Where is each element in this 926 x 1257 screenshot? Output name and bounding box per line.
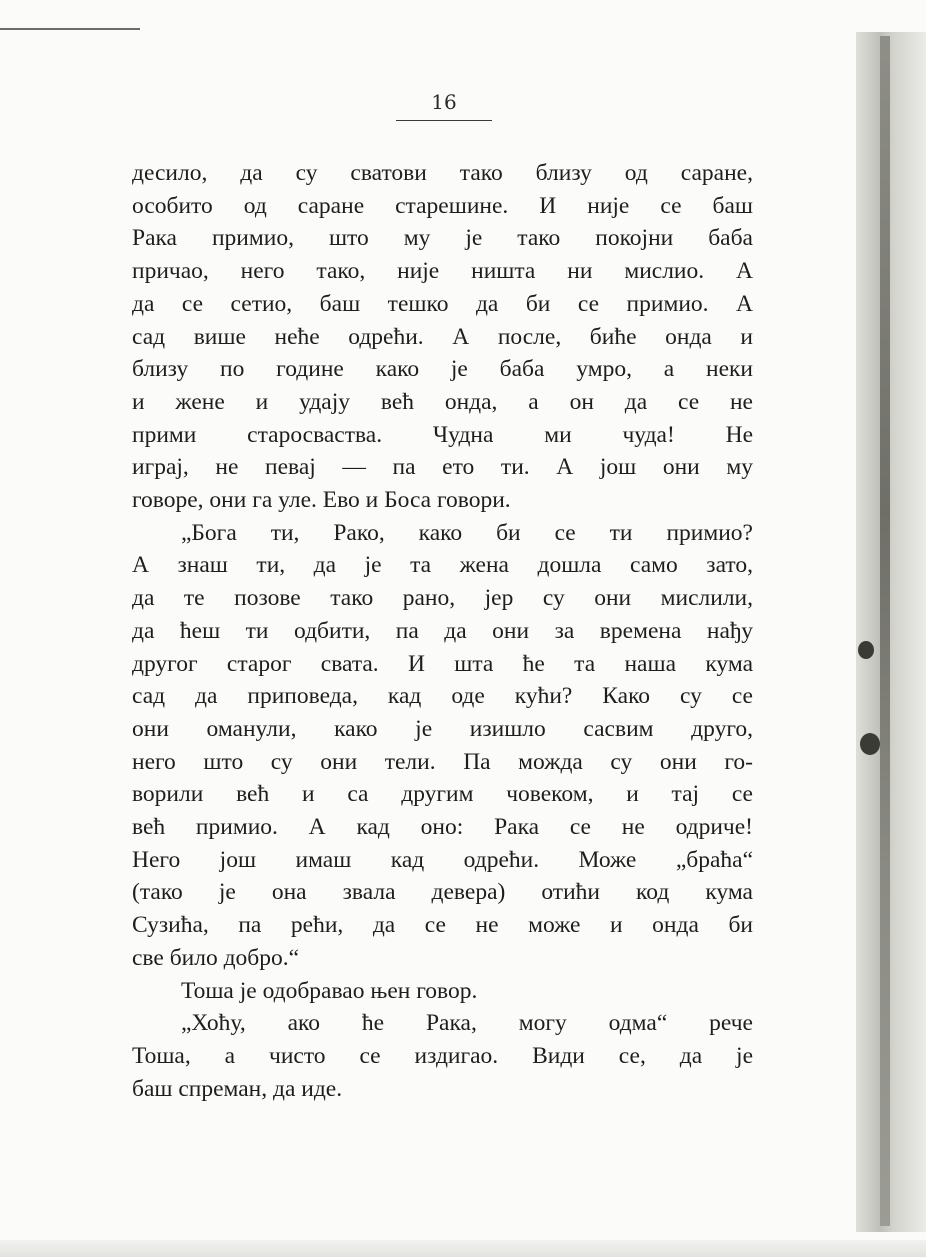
text-line: Тоша, а чисто се издигао. Види се, да је (132, 1042, 753, 1069)
text-line: ворили већ и са другим човеком, и тај се (132, 781, 753, 808)
bottom-edge-shadow (0, 1240, 926, 1257)
paragraph-end-line: све било добро.“ (132, 944, 300, 971)
text-line: играј, не певај — па ето ти. А још они му (132, 454, 753, 481)
text-line: (тако је она звала девера) отићи код кума (132, 879, 753, 906)
text-line: да се сетио, баш тешко да би се примио. А (132, 290, 753, 317)
paragraph-end-line: баш спреман, да иде. (132, 1075, 343, 1102)
text-line: причао, него тако, није ништа ни мислио. А (132, 258, 753, 285)
text-line: да те позове тако рано, јер су они мислили, (132, 585, 753, 612)
text-line: они оманули, како је изишло сасвим друго, (132, 715, 753, 742)
text-line: „Бога ти, Рако, како би се ти примио? (181, 519, 753, 546)
text-line: другог старог свата. И шта ће та наша кума (132, 650, 753, 677)
text-line: Рака примио, што му је тако покојни баба (132, 225, 753, 252)
top-edge-rule (0, 28, 140, 30)
page-number-rule (396, 120, 492, 121)
text-line: сад више неће одрећи. А после, биће онда и (132, 323, 753, 350)
text-line: Сузића, па рећи, да се не може и онда би (132, 912, 753, 939)
text-line: већ примио. А кад оно: Рака се не одриче! (132, 814, 753, 841)
text-line: „Хоћу, ако ће Рака, могу одма“ рече (181, 1010, 753, 1037)
paragraph-end-line: Тоша је одобравао њен говор. (181, 977, 478, 1004)
text-line: А знаш ти, да је та жена дошла само зато, (132, 552, 753, 579)
body-text (132, 157, 753, 1105)
text-line: близу по године како је баба умро, а неки (132, 356, 753, 383)
ink-blot (858, 641, 874, 659)
text-line: десило, да су сватови тако близу од саране, (132, 160, 753, 186)
text-line: да ћеш ти одбити, па да они за времена нађу (132, 617, 753, 644)
text-line: особито од саране старешине. И није се баш (132, 192, 753, 219)
page-edge-shadow (856, 32, 926, 1232)
text-line: Него још имаш кад одрећи. Може „браћа“ (132, 846, 753, 873)
text-line: сад да приповеда, кад оде кући? Како су се (132, 683, 753, 710)
page-edge-binding (880, 36, 890, 1226)
page-number: 16 (431, 90, 457, 114)
text-line: прими старосваства. Чудна ми чуда! Не (132, 421, 753, 448)
text-line: и жене и удају већ онда, а он да се не (132, 388, 753, 415)
text-line: него што су они тели. Па можда су они го- (132, 748, 753, 775)
ink-blot (860, 733, 880, 755)
paragraph-end-line: говоре, они га уле. Ево и Боса говори. (132, 487, 511, 514)
